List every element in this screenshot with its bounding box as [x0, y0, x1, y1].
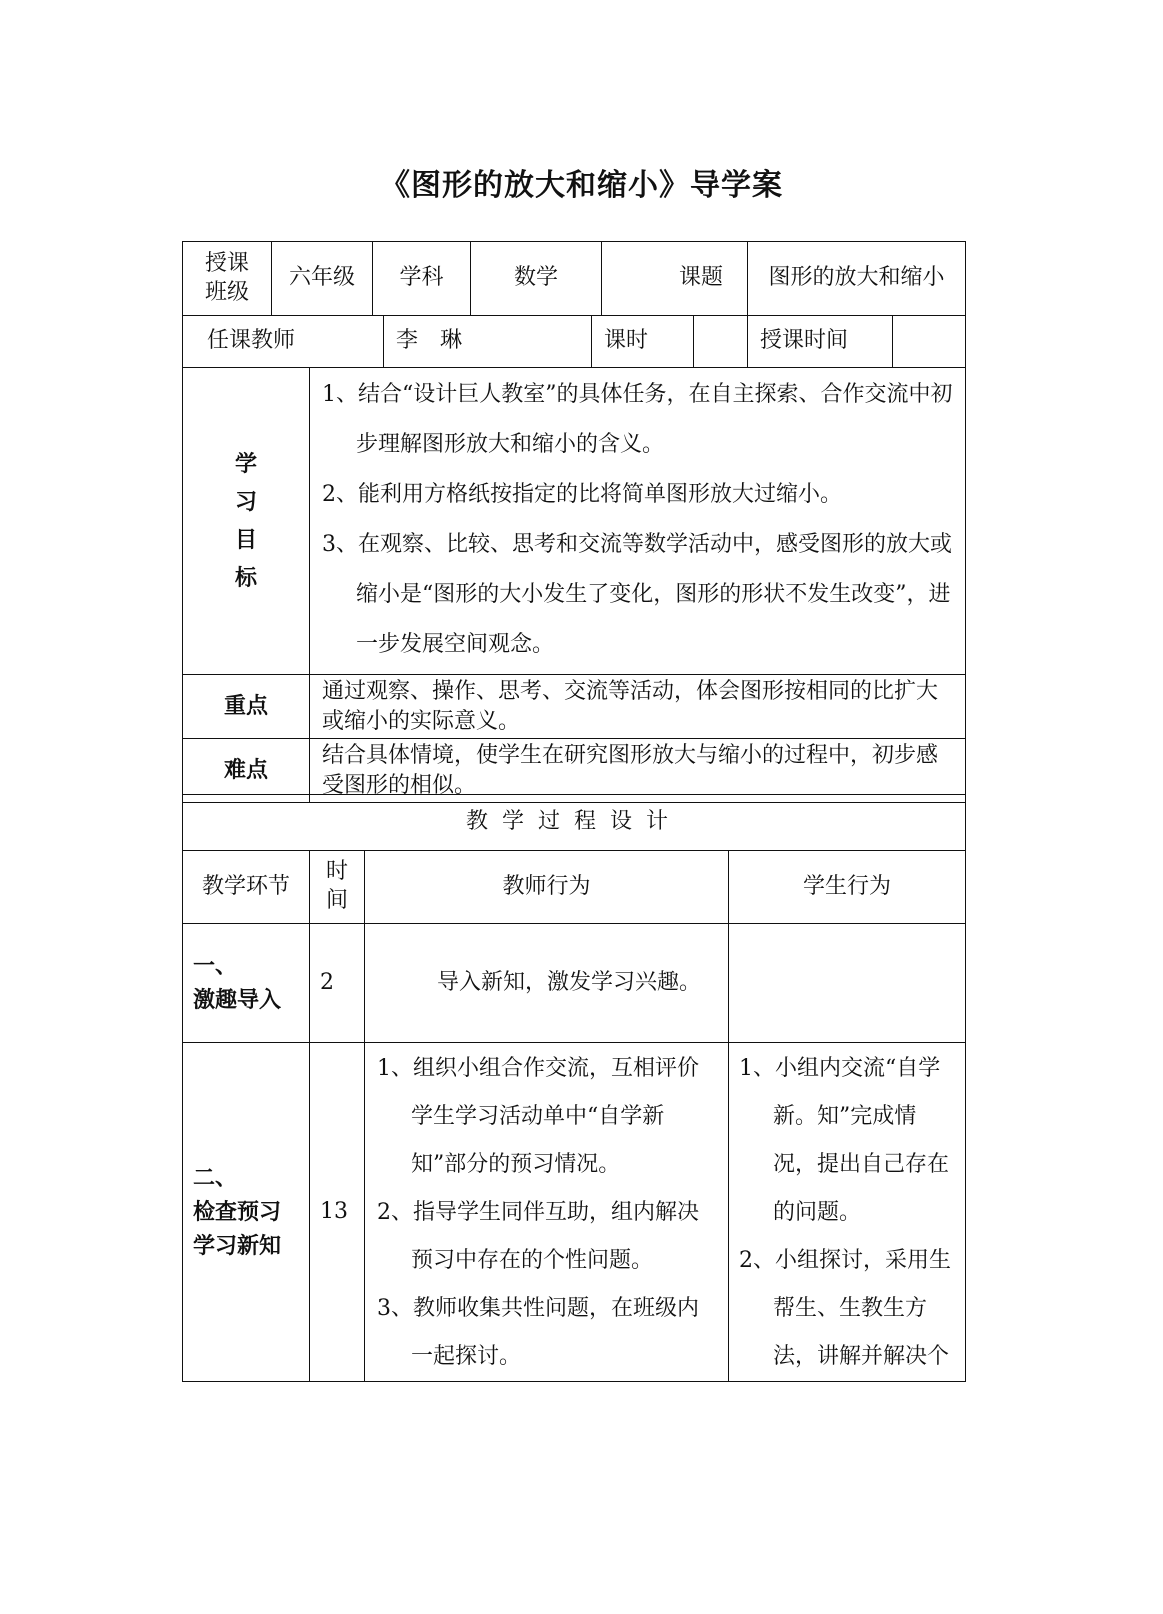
col-time-header: 时 间	[310, 851, 365, 924]
teacher-cell	[365, 1043, 729, 1382]
time-cell: 2	[310, 924, 365, 1043]
info-table-row2	[182, 315, 966, 368]
list-item: 1、小组内交流“自学新。知”完成情况，提出自己存在的问题。	[739, 1056, 950, 1225]
student-cell	[729, 1043, 966, 1382]
goal-item: 1、结合“设计巨人教室”的具体任务，在自主探索、合作交流中初步理解图形放大和缩小的含义。	[322, 382, 953, 457]
teacher-cell: 导入新知，激发学习兴趣。	[365, 924, 729, 1043]
goals-table	[182, 367, 966, 803]
table-row	[183, 924, 966, 1043]
col-stage-header: 教学环节	[183, 851, 310, 924]
topic-value: 图形的放大和缩小	[748, 242, 966, 316]
class-label: 授课 班级	[183, 242, 272, 316]
hours-value	[694, 316, 748, 368]
teacher-value: 李 琳	[384, 316, 592, 368]
info-table-row1	[182, 241, 966, 316]
hours-label: 课时	[592, 316, 694, 368]
difficulty-text: 结合具体情境，使学生在研究图形放大与缩小的过程中，初步感受图形的相似。	[310, 739, 966, 803]
goal-item: 2、能利用方格纸按指定的比将简单图形放大过缩小。	[322, 482, 842, 507]
time-label: 授课时间	[748, 316, 893, 368]
class-value: 六年级	[272, 242, 373, 316]
process-heading: 教学过程设计	[183, 795, 966, 851]
key-point-label: 重点	[183, 675, 310, 739]
col-teacher-header: 教师行为	[365, 851, 729, 924]
process-table	[182, 794, 966, 1382]
topic-label: 课题	[602, 242, 748, 316]
subject-value: 数学	[471, 242, 602, 316]
difficulty-label: 难点	[183, 739, 310, 803]
document-title: 《图形的放大和缩小》导学案	[380, 168, 783, 203]
time-value	[893, 316, 966, 368]
teacher-label: 任课教师	[183, 316, 384, 368]
table-row	[183, 1043, 966, 1382]
goal-item: 3、在观察、比较、思考和交流等数学活动中，感受图形的放大或缩小是“图形的大小发生了变化，图形的形状不发生改变”，进一步发展空间观念。	[322, 532, 952, 657]
goals-content	[310, 368, 966, 675]
col-student-header: 学生行为	[729, 851, 966, 924]
time-cell: 13	[310, 1043, 365, 1382]
key-point-text: 通过观察、操作、思考、交流等活动，体会图形按相同的比扩大或缩小的实际意义。	[310, 675, 966, 739]
student-cell	[729, 924, 966, 1043]
list-item: 2、小组探讨，采用生帮生、生教生方法，讲解并解决个	[739, 1248, 951, 1369]
list-item: 2、指导学生同伴互助，组内解决预习中存在的个性问题。	[377, 1200, 699, 1273]
subject-label: 学科	[373, 242, 471, 316]
goals-label: 学 习 目 标	[183, 368, 310, 675]
stage-cell: 二、 检查预习 学习新知	[183, 1043, 310, 1382]
list-item: 1、组织小组合作交流，互相评价学生学习活动单中“自学新知”部分的预习情况。	[377, 1056, 699, 1177]
list-item: 3、教师收集共性问题，在班级内一起探讨。	[377, 1296, 699, 1369]
stage-cell: 一、 激趣导入	[183, 924, 310, 1043]
